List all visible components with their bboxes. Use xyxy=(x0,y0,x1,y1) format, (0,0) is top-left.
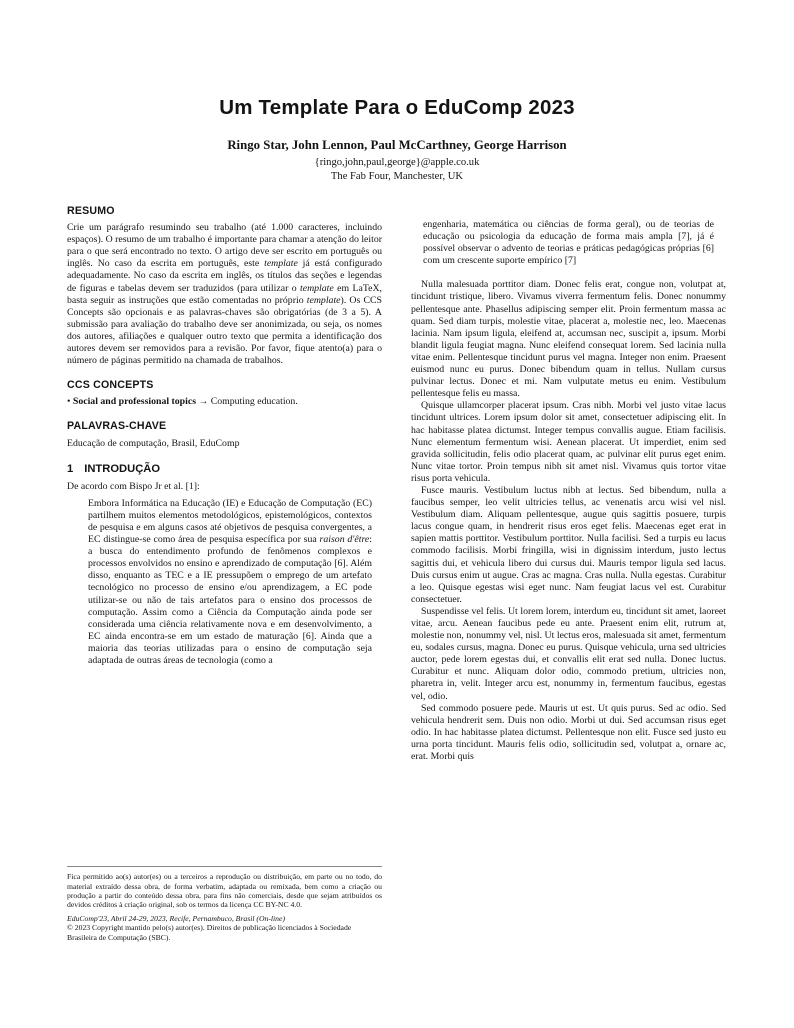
right-column xyxy=(411,205,726,942)
ccs-heading: CCS CONCEPTS xyxy=(67,379,154,392)
two-column-body xyxy=(67,205,727,942)
paper-title: Um Template Para o EduComp 2023 xyxy=(219,96,575,119)
copyright-text: © 2023 Copyright mantido pelo(s) autor(es). Direitos de publicação licenciados à Sociedade Brasileira de Computação (SBC). xyxy=(67,923,352,942)
ccs-text: • Social and professional topics → Computing education. xyxy=(67,396,298,408)
introduction-heading xyxy=(67,463,382,475)
section-title: INTRODUÇÃO xyxy=(84,462,161,475)
block-quote-part1: Embora Informática na Educação (IE) e Educação de Computação (EC) partilhem muitos elementos metodológicos, epistemológicos, contextos de pesquisa e em alguns casos até objetivos de pesquisa convergentes, a EC distingue-se como área de pesquisa específica por sua raison d'être: a busca do entendimento profundo de fenômenos complexos e processos envolvidos no ensino e aprendizado de computação [6]. Além disso, enquanto as TEC e a IE pressupõem o emprego de um artefato tecnológico no processo de ensino e/ou aprendizagem, a EC pode utilizar-se ou não de tais artefatos para o ensino dos processos de computação. Assim como a Ciência da Computação ainda pode ser considerada uma ciência relativamente nova e em desenvolvimento, a EC ainda encontra-se em um estado de maturação [6]. Ainda que a maioria das teorias utilizadas para o ensino de computação seja adaptada de outras áreas de tecnologia (como a xyxy=(88,497,372,666)
keywords-text: Educação de computação, Brasil, EduComp xyxy=(67,437,240,449)
left-column xyxy=(67,205,382,942)
body-paragraph: Suspendisse vel felis. Ut lorem lorem, interdum eu, tincidunt sit amet, laoreet vitae, arcu. Aenean faucibus pede eu ante. Praesent enim elit, rutrum at, molestie non, nonummy vel, nisl. Ut lectus eros, malesuada sit amet, fermentum eu, sodales cursus, magna. Donec eu purus. Quisque vehicula, urna sed ultricies auctor, pede lorem egestas dui, et convallis elit erat sed nulla. Donec luctus. Curabitur et nunc. Aliquam dolor odio, commodo pretium, ultricies non, pharetra in, velit. Integer arcu est, nonummy in, fermentum faucibus, egestas vel, odio. xyxy=(411,605,726,702)
paper-authors: Ringo Star, John Lennon, Paul McCarthney, George Harrison xyxy=(227,138,567,152)
keywords-heading: PALAVRAS-CHAVE xyxy=(67,420,167,433)
paper-header xyxy=(67,96,727,184)
paper-affiliation: The Fab Four, Manchester, UK xyxy=(330,171,464,182)
body-paragraph: Quisque ullamcorper placerat ipsum. Cras nibh. Morbi vel justo vitae lacus tincidunt ultrices. Lorem ipsum dolor sit amet, consectetuer adipiscing elit. In hac habitasse platea dictumst. Integer tempus convallis augue. Etiam facilisis. Nunc elementum fermentum wisi. Aenean placerat. Ut imperdiet, enim sed gravida sollicitudin, felis odio placerat quam, ac pulvinar elit purus eget enim. Nunc vitae tortor. Proin tempus nibh sit amet nisl. Vivamus quis tortor vitae risus porta vehicula. xyxy=(411,400,726,484)
venue-text: EduComp'23, Abril 24-29, 2023, Recife, Pernambuco, Brasil (On-line) xyxy=(67,913,286,923)
body-paragraph: Fusce mauris. Vestibulum luctus nibh at lectus. Sed bibendum, nulla a faucibus semper, leo velit ultricies tellus, ac venenatis arcu wisi vel nisl. Vestibulum diam. Aliquam pellentesque, augue quis sagittis posuere, turpis lacus congue quam, in hendrerit risus eros eget felis. Maecenas eget erat in sapien mattis porttitor. Vestibulum porttitor. Nulla facilisi. Sed a turpis eu lacus commodo facilisis. Morbi fringilla, wisi in dignissim interdum, justo lectus sagittis dui, et vehicula libero dui cursus dui. Mauris tempor ligula sed lacus. Duis cursus enim ut augue. Cras ac magna. Cras nulla. Nulla egestas. Curabitur a leo. Quisque egestas wisi eget nunc. Nam feugiat lacus vel est. Curabitur consectetuer. xyxy=(411,484,726,605)
abstract-heading: RESUMO xyxy=(67,205,115,217)
block-quote-part2: engenharia, matemática ou ciências de forma geral), ou de teorias de educação ou psicologia da educação de forma mais ampla [7], já é possível observar o advento de teorias e práticas pedagógicas próprias [6] com um crescente suporte empírico [7] xyxy=(423,219,714,267)
abstract-text: Crie um parágrafo resumindo seu trabalho (até 1.000 caracteres, incluindo espaços). O resumo de um trabalho é importante para chamar a atenção do leitor para o que será encontrado no texto. O artigo deve ser escrito em português ou inglês. No caso da escrita em português, este template já está configurado adequadamente. No caso da escrita em inglês, os títulos das seções e legendas de figuras e tabelas devem ser traduzidos (para utilizar o template em LaTeX, basta seguir as instruções que estão comentadas no próprio template). Os CCS Concepts são opcionais e as palavras-chaves são obrigatórias (de 3 a 5). A submissão para avaliação do trabalho deve ser anonimizada, ou seja, os nomes dos autores, afiliações e qualquer outro texto que permita a identificação dos autores devem ser removidos para a revisão. Por favor, fique atento(a) para o número de páginas permitido na chamada de trabalhos. xyxy=(67,222,383,367)
section-number: 1 xyxy=(67,462,74,475)
footnote-block xyxy=(67,866,382,942)
introduction-lead: De acordo com Bispo Jr et al. [1]: xyxy=(67,480,200,492)
body-paragraph: Nulla malesuada porttitor diam. Donec felis erat, congue non, volutpat at, tincidunt tristique, libero. Vivamus viverra fermentum felis. Donec nonummy pellentesque ante. Phasellus adipiscing semper elit. Proin fermentum massa ac quam. Sed diam turpis, molestie vitae, placerat a, molestie nec, leo. Maecenas lacinia. Nam ipsum ligula, eleifend at, accumsan nec, suscipit a, ipsum. Morbi blandit ligula feugiat magna. Nunc eleifend consequat lorem. Sed lacinia nulla vitae enim. Pellentesque tincidunt purus vel magna. Integer non enim. Praesent euismod nunc eu purus. Donec bibendum quam in tellus. Nullam cursus pulvinar lectus. Donec et mi. Nam vulputate metus eu enim. Vestibulum pellentesque felis eu massa. xyxy=(411,279,726,400)
footnote-rule xyxy=(67,866,382,867)
body-paragraph: Sed commodo posuere pede. Mauris ut est. Ut quis purus. Sed ac odio. Sed vehicula hendrerit sem. Duis non odio. Morbi ut dui. Sed accumsan risus eget odio. In hac habitasse platea dictumst. Pellentesque non elit. Fusce sed justo eu urna porta tincidunt. Mauris felis odio, sollicitudin sed, volutpat a, ornare ac, erat. Morbi quis xyxy=(411,702,726,763)
license-text: Fica permitido ao(s) autor(es) ou a terceiros a reprodução ou distribuição, em parte ou no todo, do material extraído dessa obra, de forma verbatim, adaptada ou remixada, bem como a criação ou produção a partir do conteúdo dessa obra, para fins não comerciais, desde que sejam atribuídos os devidos créditos à criação original, sob os termos da licença CC BY-NC 4.0. xyxy=(67,872,382,910)
paper-emails: {ringo,john,paul,george}@apple.co.uk xyxy=(314,157,480,168)
